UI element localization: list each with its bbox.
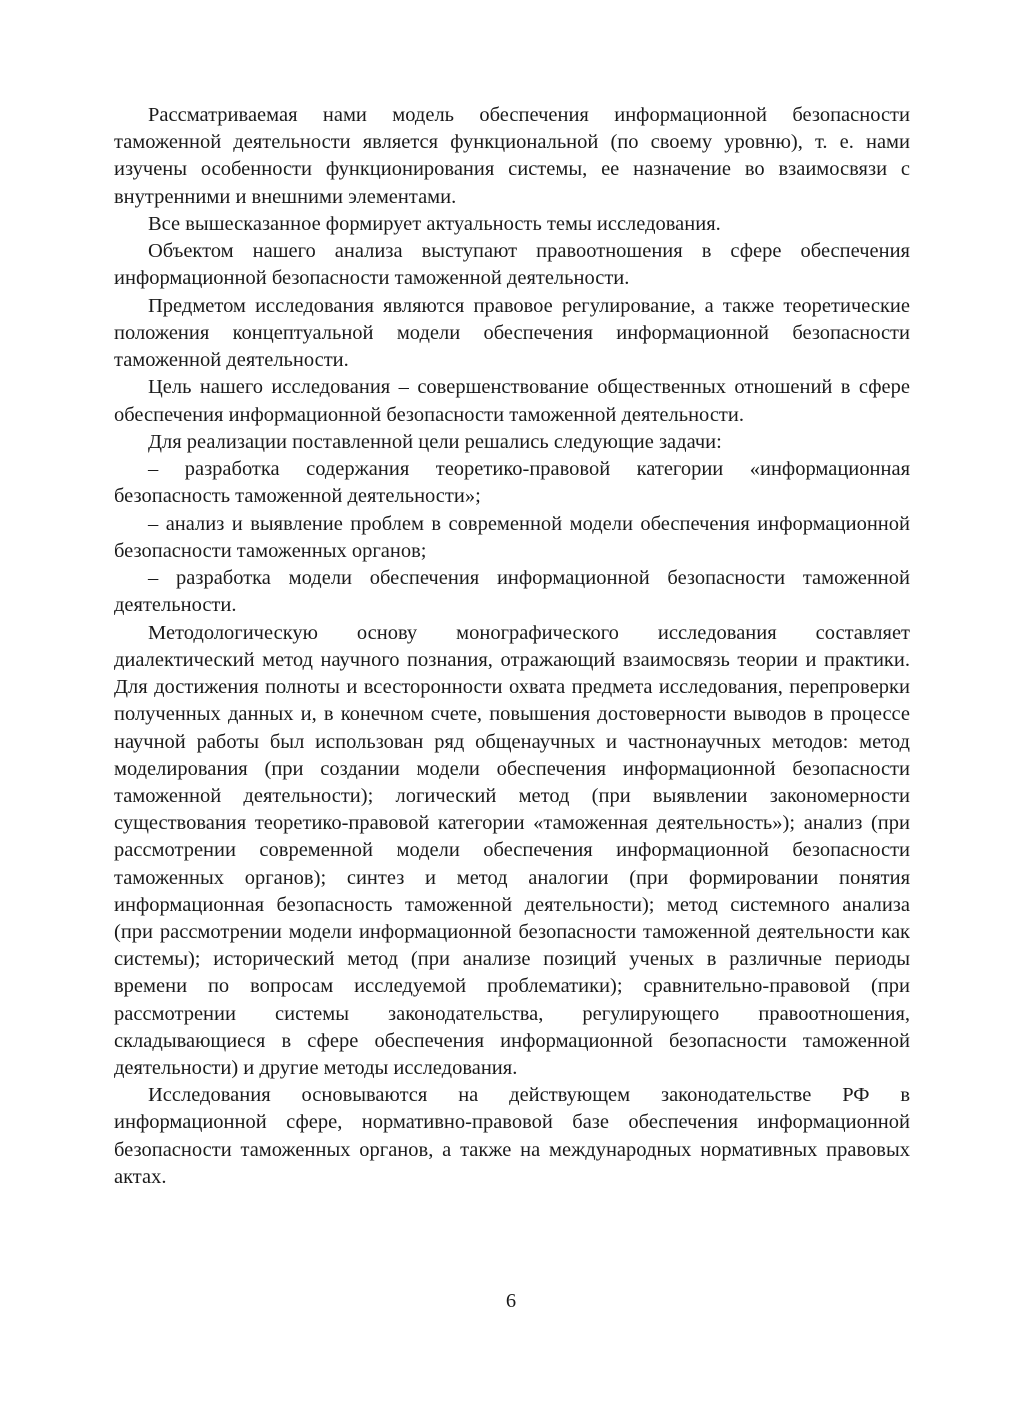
- paragraph-model-description: Рассматриваемая нами модель обеспечения информационной безопасности таможенной деятельности является функциональной (по своему уровню), т. е. нами изучены особенности функционирования системы, ее назначение во взаимосвязи с внутренними и внешними элементами.: [114, 104, 910, 208]
- task-list-item: – анализ и выявление проблем в современной модели обеспечения информационной безопасности таможенных органов;: [114, 512, 910, 562]
- paragraph-object: Объектом нашего анализа выступают правоотношения в сфере обеспечения информационной безопасности таможенной деятельности.: [114, 240, 910, 290]
- paragraph-tasks-intro: Для реализации поставленной цели решались следующие задачи:: [148, 430, 722, 453]
- page-number: 6: [505, 1290, 517, 1312]
- paragraph-goal: Цель нашего исследования – совершенствование общественных отношений в сфере обеспечения информационной безопасности таможенной деятельности.: [114, 376, 910, 426]
- paragraph-methodology: Методологическую основу монографического исследования составляет диалектический метод научного познания, отражающий взаимосвязь теории и практики. Для достижения полноты и всесторонности охвата предмета исследования, перепроверки полученных данных и, в конечном счете, повышения достоверности выводов в процессе научной работы был использован ряд общенаучных и частнонаучных методов: метод моделирования (при создании модели обеспечения информационной безопасности таможенной деятельности); логический метод (при выявлении закономерности существования теоретико-правовой категории «таможенная деятельность»); анализ (при рассмотрении современной модели обеспечения информационной безопасности таможенных органов); синтез и метод аналогии (при формировании понятия информационная безопасность таможенной деятельности); метод системного анализа (при рассмотрении модели информационной безопасности таможенной деятельности как системы); исторический метод (при анализе позиций ученых в различные периоды времени по вопросам исследуемой проблематики); сравнительно-правовой (при рассмотрении системы законодательства, регулирующего правоотношения, складывающиеся в сфере обеспечения информационной безопасности таможенной деятельности) и другие методы исследования.: [114, 621, 910, 1079]
- paragraph-subject: Предметом исследования являются правовое регулирование, а также теоретические положения концептуальной модели обеспечения информационной безопасности таможенной деятельности.: [114, 294, 910, 372]
- document-body: [114, 102, 910, 1191]
- task-list-item: – разработка модели обеспечения информационной безопасности таможенной деятельности.: [114, 567, 910, 617]
- paragraph-legal-basis: Исследования основываются на действующем законодательстве РФ в информационной сфере, нормативно-правовой базе обеспечения информационной безопасности таможенных органов, а также на международных нормативных правовых актах.: [114, 1084, 910, 1188]
- task-list-item: – разработка содержания теоретико-правовой категории «информационная безопасность таможенной деятельности»;: [114, 458, 910, 508]
- paragraph-relevance: Все вышесказанное формирует актуальность темы исследования.: [148, 212, 721, 235]
